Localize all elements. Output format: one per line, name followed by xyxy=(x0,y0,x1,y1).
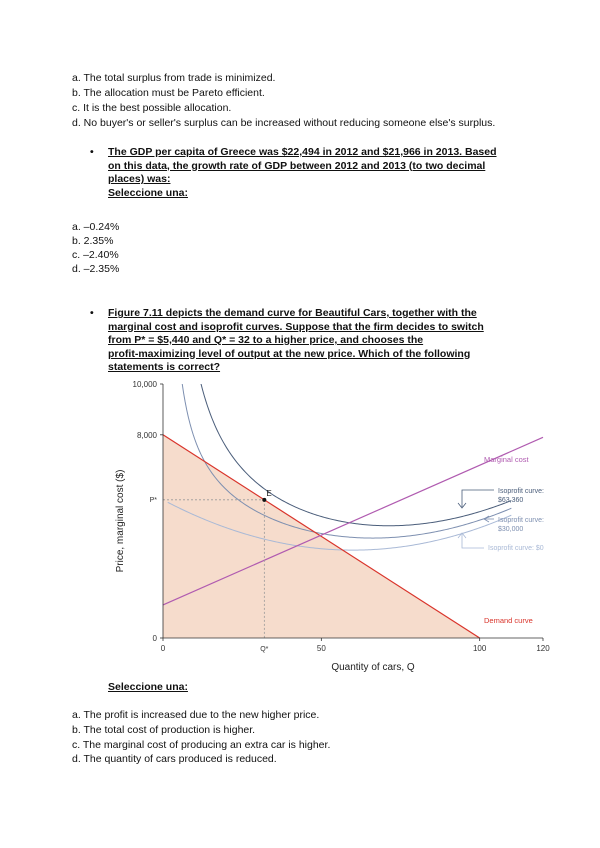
x-tick-label-qstar: Q* xyxy=(260,646,269,653)
isoprofit-0-label: Isoprofit curve: $0 xyxy=(488,545,544,552)
y-tick-label-0: 0 xyxy=(152,634,157,643)
q2-option-a[interactable]: a. –0.24% xyxy=(72,221,120,233)
equilibrium-point xyxy=(262,498,266,502)
q1-option-b[interactable]: b. The allocation must be Pareto efficient. xyxy=(72,87,265,99)
q3-line-1: Figure 7.11 depicts the demand curve for Beautiful Cars, together with the xyxy=(108,307,477,319)
q2-line-2: on this data, the growth rate of GDP between 2012 and 2013 (to two decimal xyxy=(108,159,486,172)
bullet-icon: • xyxy=(90,146,94,158)
isoprofit-30000-label: Isoprofit curve: xyxy=(498,517,544,524)
label-pointers xyxy=(458,490,494,548)
isoprofit-63360-label: Isoprofit curve: xyxy=(498,488,544,495)
y-axis-label: Price, marginal cost ($) xyxy=(115,469,126,573)
y-tick-label-8000: 8,000 xyxy=(136,430,157,440)
x-tick-label-100: 100 xyxy=(472,644,487,653)
q2-option-d[interactable]: d. –2.35% xyxy=(72,263,120,275)
q1-option-a[interactable]: a. The total surplus from trade is minimized. xyxy=(72,72,276,84)
isoprofit-63360-pointer xyxy=(462,490,494,507)
q2-option-b[interactable]: b. 2.35% xyxy=(72,235,114,247)
q2-line-1: The GDP per capita of Greece was $22,494 in 2012 and $21,966 in 2013. Based xyxy=(108,146,497,158)
x-tick-label-0: 0 xyxy=(160,644,166,653)
y-tick-label-10000: 10,000 xyxy=(132,380,157,389)
x-tick-label-120: 120 xyxy=(536,644,550,653)
q1-option-c[interactable]: c. It is the best possible allocation. xyxy=(72,102,232,114)
equilibrium-label: E xyxy=(266,488,272,498)
q1-option-d[interactable]: d. No buyer's or seller's surplus can be increased without reducing someone else's surplus. xyxy=(72,117,496,129)
q3-option-d[interactable]: d. The quantity of cars produced is reduced. xyxy=(72,753,277,765)
q3-select-label: Seleccione una: xyxy=(108,681,188,693)
isoprofit-30000-value: $30,000 xyxy=(498,526,524,533)
q2-line-3: places) was: xyxy=(108,173,171,185)
demand-curve-label: Demand curve xyxy=(484,616,533,625)
isoprofit-0-pointer xyxy=(462,533,484,548)
q3-option-a[interactable]: a. The profit is increased due to the new higher price. xyxy=(72,709,320,721)
q3-option-c[interactable]: c. The marginal cost of producing an extra car is higher. xyxy=(72,739,331,751)
q2-select-label: Seleccione una: xyxy=(108,186,188,199)
q2-option-c[interactable]: c. –2.40% xyxy=(72,249,119,261)
y-tick-label-pstar: P* xyxy=(149,496,157,504)
x-axis-label: Quantity of cars, Q xyxy=(331,662,415,673)
x-tick-label-50: 50 xyxy=(316,644,326,653)
bullet-icon: • xyxy=(90,307,94,319)
q3-line-4: profit-maximizing level of output at the new price. Which of the following xyxy=(108,347,471,360)
q3-line-2: marginal cost and isoprofit curves. Suppose that the firm decides to switch xyxy=(108,320,484,333)
q3-line-3: from P* = $5,440 and Q* = 32 to a higher price, and chooses the xyxy=(108,334,424,346)
marginal-cost-label: Marginal cost xyxy=(484,455,529,464)
isoprofit-63360-value: $63,360 xyxy=(498,497,524,504)
q3-line-5: statements is correct? xyxy=(108,361,221,373)
q3-option-b[interactable]: b. The total cost of production is higher. xyxy=(72,724,256,736)
